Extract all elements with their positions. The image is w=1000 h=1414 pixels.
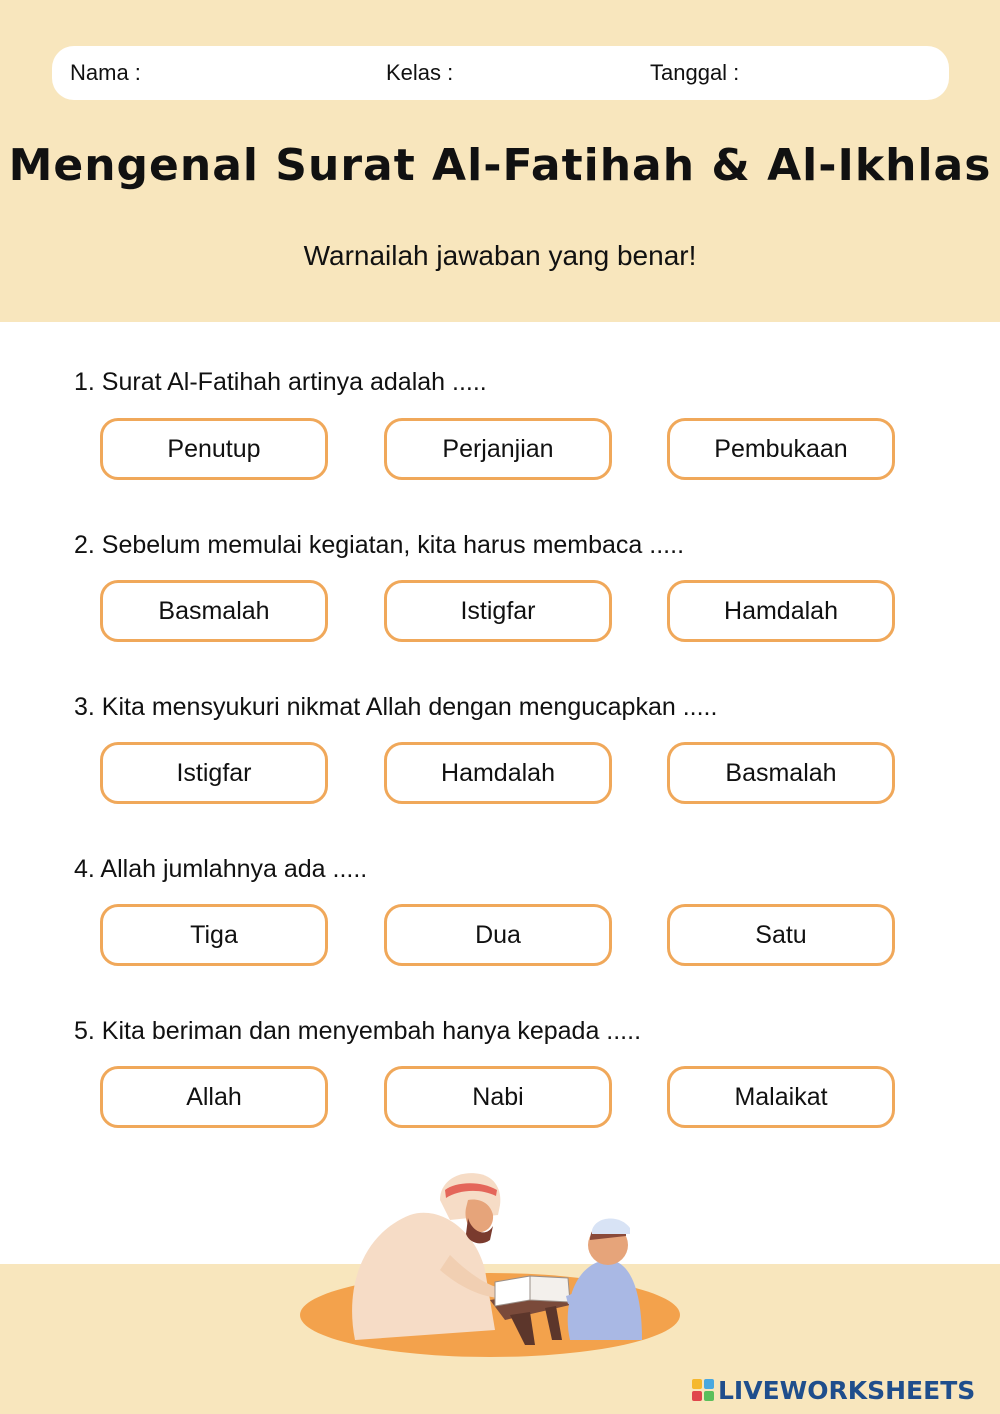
- q2-option-a[interactable]: Basmalah: [100, 580, 328, 642]
- q4-option-c[interactable]: Satu: [667, 904, 895, 966]
- liveworksheets-brand[interactable]: [692, 1374, 975, 1406]
- q2-option-c[interactable]: Hamdalah: [667, 580, 895, 642]
- q5-option-c[interactable]: Malaikat: [667, 1066, 895, 1128]
- q4-option-b[interactable]: Dua: [384, 904, 612, 966]
- q1-option-c[interactable]: Pembukaan: [667, 418, 895, 480]
- instruction-text: Warnailah jawaban yang benar!: [303, 240, 697, 271]
- question-1: 1. Surat Al-Fatihah artinya adalah .....: [74, 368, 487, 396]
- q3-option-a[interactable]: Istigfar: [100, 742, 328, 804]
- question-5: 5. Kita beriman dan menyembah hanya kepada .....: [74, 1017, 642, 1045]
- q1-option-a[interactable]: Penutup: [100, 418, 328, 480]
- question-4: 4. Allah jumlahnya ada .....: [74, 855, 368, 883]
- date-field-label[interactable]: Tanggal :: [650, 60, 740, 85]
- liveworksheets-logo-icon: [692, 1379, 714, 1401]
- class-field-label[interactable]: Kelas :: [386, 60, 454, 85]
- question-3: 3. Kita mensyukuri nikmat Allah dengan mengucapkan .....: [74, 693, 718, 721]
- page-title: Mengenal Surat Al-Fatihah & Al-Ikhlas: [8, 140, 992, 191]
- q3-option-b[interactable]: Hamdalah: [384, 742, 612, 804]
- liveworksheets-text: LIVEWORKSHEETS: [718, 1375, 976, 1405]
- q5-option-b[interactable]: Nabi: [384, 1066, 612, 1128]
- q1-option-b[interactable]: Perjanjian: [384, 418, 612, 480]
- student-info-bar: [52, 46, 949, 100]
- question-2: 2. Sebelum memulai kegiatan, kita harus membaca .....: [74, 531, 685, 559]
- quran-reading-illustration: [290, 1160, 690, 1360]
- q3-option-c[interactable]: Basmalah: [667, 742, 895, 804]
- name-field-label[interactable]: Nama :: [70, 60, 141, 85]
- q5-option-a[interactable]: Allah: [100, 1066, 328, 1128]
- q4-option-a[interactable]: Tiga: [100, 904, 328, 966]
- q2-option-b[interactable]: Istigfar: [384, 580, 612, 642]
